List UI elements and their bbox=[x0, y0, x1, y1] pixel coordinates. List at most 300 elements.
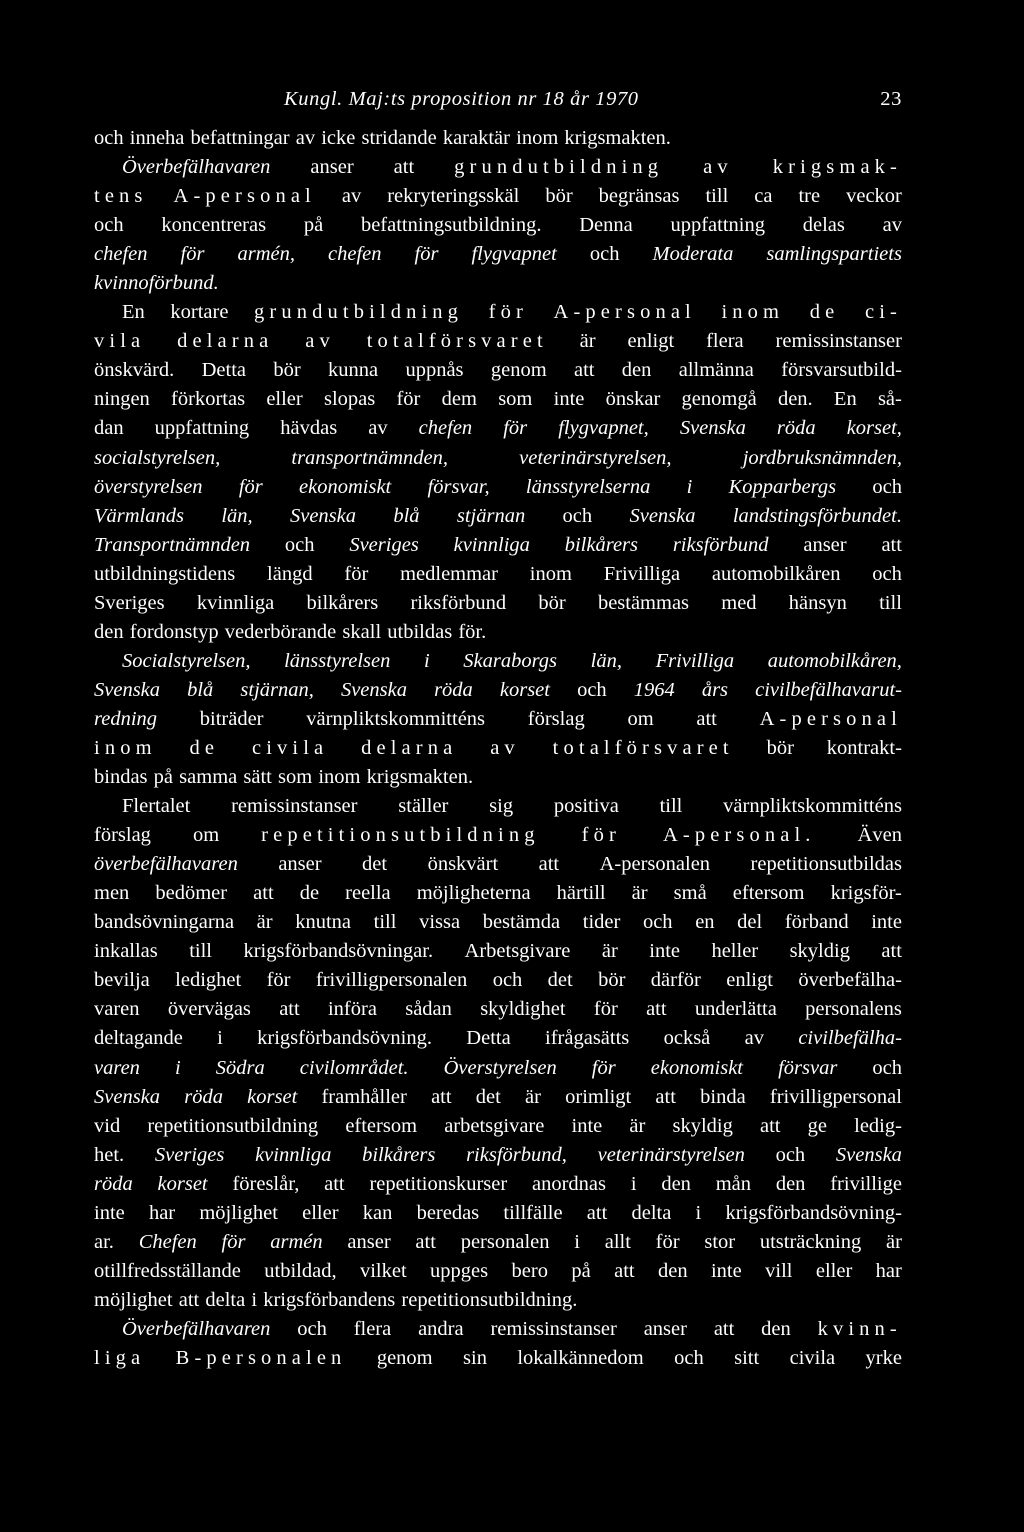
word: binda bbox=[700, 1085, 746, 1108]
word: uppnås bbox=[405, 359, 464, 382]
word: de bbox=[299, 882, 320, 905]
italic-word: 1964 bbox=[633, 678, 675, 701]
word: utbildas bbox=[387, 620, 453, 643]
word: förslag bbox=[94, 824, 151, 847]
spaced-word: delarna bbox=[361, 736, 458, 759]
word: den bbox=[775, 1172, 806, 1195]
word: uppfattning bbox=[670, 214, 765, 237]
word: till bbox=[659, 795, 683, 818]
word: fordonstyp bbox=[129, 620, 219, 643]
italic-word: flygvapnet, bbox=[558, 417, 649, 440]
word: knutna bbox=[295, 911, 352, 934]
word: för bbox=[396, 388, 421, 411]
italic-word: civilbefälhavarut- bbox=[755, 678, 902, 701]
word: framhåller bbox=[321, 1085, 407, 1108]
text-line bbox=[94, 298, 902, 327]
word: för. bbox=[458, 620, 487, 643]
word: kunna bbox=[328, 359, 379, 382]
word: att bbox=[614, 1259, 635, 1282]
word: medlemmar bbox=[400, 562, 498, 585]
italic-word: chefen bbox=[418, 417, 473, 440]
italic-word: Överbefälhavaren bbox=[122, 156, 271, 179]
word: begränsas bbox=[598, 185, 680, 208]
word: krigsförbandsövningar. bbox=[243, 940, 434, 963]
italic-word: för bbox=[591, 1056, 616, 1079]
italic-word: kvinnliga bbox=[255, 1143, 332, 1166]
word: i bbox=[217, 1027, 223, 1050]
word: anser bbox=[278, 853, 322, 876]
italic-word: röda bbox=[434, 678, 473, 701]
word: inte bbox=[710, 1259, 742, 1282]
word: anser bbox=[803, 533, 847, 556]
word: längd bbox=[267, 562, 313, 585]
word: och bbox=[589, 243, 620, 266]
word: önskar bbox=[605, 388, 661, 411]
spaced-word: grundutbildning bbox=[454, 156, 664, 179]
word: Sveriges bbox=[94, 591, 165, 614]
text-line bbox=[94, 1199, 902, 1228]
word: den bbox=[761, 1317, 791, 1340]
word: på bbox=[571, 1259, 591, 1282]
word: vederbörande bbox=[224, 620, 337, 643]
word: sitt bbox=[734, 1346, 760, 1369]
word: om bbox=[627, 707, 654, 730]
word: att bbox=[393, 156, 415, 179]
word: inte bbox=[94, 1201, 125, 1224]
word: Även bbox=[857, 824, 902, 847]
italic-word: län, bbox=[590, 649, 622, 672]
word: och bbox=[94, 214, 124, 237]
paragraph bbox=[94, 298, 902, 647]
italic-word: korset bbox=[157, 1172, 208, 1195]
word: att bbox=[253, 882, 274, 905]
word: En bbox=[833, 388, 857, 411]
word: att bbox=[713, 1317, 735, 1340]
word: otillfredsställande bbox=[94, 1259, 241, 1282]
word: A-personalen bbox=[599, 853, 711, 876]
word: att bbox=[881, 533, 902, 556]
spaced-word: tens bbox=[94, 185, 148, 208]
word: repetitionskurser bbox=[369, 1172, 508, 1195]
page-number: 23 bbox=[880, 88, 902, 110]
word: försvarsutbild- bbox=[781, 359, 902, 382]
word: anordnas bbox=[532, 1172, 607, 1195]
word: förband bbox=[784, 911, 849, 934]
word: av bbox=[341, 185, 362, 208]
word: Frivilliga bbox=[603, 562, 681, 585]
spaced-word: totalförsvaret bbox=[366, 330, 548, 353]
italic-word: Överbefälhavaren bbox=[122, 1317, 271, 1340]
text-line bbox=[94, 850, 902, 879]
word: men bbox=[94, 882, 130, 905]
word: ar. bbox=[94, 1230, 114, 1253]
spaced-word: civila bbox=[251, 736, 329, 759]
word: att bbox=[655, 1085, 676, 1108]
italic-word: civilområdet. bbox=[299, 1056, 409, 1079]
paragraph bbox=[94, 1315, 902, 1373]
word: det bbox=[475, 1085, 501, 1108]
word: repetitionsutbildning bbox=[147, 1114, 319, 1137]
text-line bbox=[94, 356, 902, 385]
word: frivilligpersonal bbox=[769, 1085, 902, 1108]
word: varen bbox=[94, 998, 140, 1021]
italic-word: överbefälhavaren bbox=[94, 853, 238, 876]
word: av bbox=[882, 214, 902, 237]
word: att bbox=[696, 707, 717, 730]
word: och bbox=[94, 127, 124, 149]
word: inte bbox=[649, 940, 680, 963]
italic-word: bilkårers bbox=[564, 533, 638, 556]
word: eller bbox=[815, 1259, 853, 1282]
word: övervägas bbox=[167, 998, 251, 1021]
word: bör bbox=[598, 969, 626, 992]
text-line bbox=[94, 1112, 902, 1141]
word: andra bbox=[418, 1317, 464, 1340]
italic-word: Svenska bbox=[289, 504, 356, 527]
text-line bbox=[94, 734, 902, 763]
word: underlätta bbox=[694, 998, 777, 1021]
word: möjligheterna bbox=[416, 882, 531, 905]
word: civila bbox=[789, 1346, 836, 1369]
text-line bbox=[94, 792, 902, 821]
italic-word: bilkårers bbox=[362, 1143, 436, 1166]
italic-word: kvinnoförbund. bbox=[94, 272, 219, 295]
word: skyldig bbox=[672, 1114, 733, 1137]
word: personalens bbox=[805, 998, 902, 1021]
text-line bbox=[94, 1257, 902, 1286]
word: vilket bbox=[359, 1259, 407, 1282]
text-line bbox=[94, 1286, 902, 1315]
word: bör bbox=[538, 591, 566, 614]
spaced-word: kvinn- bbox=[817, 1317, 902, 1340]
document-page bbox=[94, 88, 902, 1373]
spaced-word: de bbox=[189, 736, 220, 759]
word: biträder bbox=[199, 707, 264, 730]
spaced-word: repetitionsutbildning bbox=[261, 824, 540, 847]
italic-word: transportnämnden, bbox=[291, 446, 448, 469]
italic-word: veterinärstyrelsen bbox=[597, 1143, 745, 1166]
word: med bbox=[721, 591, 757, 614]
text-line bbox=[94, 327, 902, 356]
word: ca bbox=[754, 185, 773, 208]
word: värnpliktskommitténs bbox=[723, 795, 902, 818]
text-line bbox=[94, 560, 902, 589]
word: enligt bbox=[627, 330, 675, 353]
spaced-word: av bbox=[703, 156, 733, 179]
word: arbetsgivare bbox=[444, 1114, 545, 1137]
text-line bbox=[94, 705, 902, 734]
word: till bbox=[705, 185, 729, 208]
word: införa bbox=[327, 998, 377, 1021]
word: icke bbox=[321, 127, 356, 149]
italic-word: för bbox=[180, 243, 205, 266]
word: för bbox=[655, 1230, 680, 1253]
word: yrke bbox=[865, 1346, 902, 1369]
italic-word: chefen bbox=[94, 243, 148, 266]
word: kvinnliga bbox=[196, 591, 275, 614]
italic-word: Sveriges bbox=[349, 533, 419, 556]
italic-word: års bbox=[701, 678, 729, 701]
italic-word: Frivilliga bbox=[655, 649, 735, 672]
word: Detta bbox=[466, 1027, 511, 1050]
word: lokalkännedom bbox=[517, 1346, 644, 1369]
text-line bbox=[94, 385, 902, 414]
word: i bbox=[574, 1230, 580, 1253]
word: som bbox=[498, 388, 533, 411]
word: om bbox=[192, 824, 220, 847]
italic-word: armén bbox=[270, 1230, 323, 1253]
word: så- bbox=[877, 388, 902, 411]
italic-word: landstingsförbundet. bbox=[732, 504, 902, 527]
word: på bbox=[303, 214, 324, 237]
word: den bbox=[661, 1172, 691, 1195]
spaced-word: A-personal bbox=[173, 185, 316, 208]
word: genomgå bbox=[681, 388, 757, 411]
word: dem bbox=[441, 388, 477, 411]
word: bilkårers bbox=[306, 591, 379, 614]
text-line bbox=[94, 1344, 902, 1373]
text-line bbox=[94, 1170, 902, 1199]
word: i bbox=[251, 1288, 258, 1311]
italic-word: automobilkåren, bbox=[767, 649, 902, 672]
italic-word: överstyrelsen bbox=[94, 475, 203, 498]
word: att bbox=[759, 1114, 781, 1137]
word: stor bbox=[704, 1230, 736, 1253]
text-line bbox=[94, 182, 902, 211]
word: slopas bbox=[323, 388, 376, 411]
italic-word: stjärnan, bbox=[240, 678, 314, 701]
italic-word: armén, bbox=[237, 243, 295, 266]
italic-word: försvar, bbox=[427, 475, 490, 498]
word: ställer bbox=[398, 795, 449, 818]
italic-word: i bbox=[174, 1056, 181, 1079]
word: och bbox=[492, 969, 523, 992]
word: att bbox=[538, 853, 560, 876]
word: det bbox=[362, 853, 388, 876]
word: är bbox=[256, 911, 273, 934]
italic-word: Moderata bbox=[652, 243, 734, 266]
spaced-word: vila bbox=[94, 330, 146, 353]
word: bandsövningarna bbox=[94, 911, 235, 934]
word: genom bbox=[376, 1346, 433, 1369]
word: och bbox=[642, 911, 673, 934]
word: har bbox=[148, 1201, 176, 1224]
italic-word: blå bbox=[187, 678, 214, 701]
word: är bbox=[885, 1230, 902, 1253]
italic-word: kvinnliga bbox=[453, 533, 530, 556]
word: vill bbox=[765, 1259, 793, 1282]
text-line bbox=[94, 879, 902, 908]
italic-word: Värmlands bbox=[94, 504, 184, 527]
word: krigsför- bbox=[830, 882, 902, 905]
spaced-word: av bbox=[490, 736, 520, 759]
word: tider bbox=[582, 911, 621, 934]
word: önskvärt bbox=[427, 853, 499, 876]
word: bestämda bbox=[482, 911, 561, 934]
italic-word: jordbruksnämnden, bbox=[742, 446, 902, 469]
word: krigsmakten. bbox=[366, 766, 474, 789]
word: små bbox=[673, 882, 707, 905]
word: möjlighet bbox=[94, 1288, 173, 1311]
text-line bbox=[94, 124, 902, 153]
word: inte bbox=[553, 388, 585, 411]
italic-word: länsstyrelsen bbox=[284, 649, 391, 672]
text-line bbox=[94, 995, 902, 1024]
word: till bbox=[879, 591, 902, 614]
word: het. bbox=[94, 1143, 125, 1166]
word: sin bbox=[463, 1346, 487, 1369]
word: koncentreras bbox=[161, 214, 267, 237]
spaced-word: krigsmak- bbox=[772, 156, 902, 179]
word: det bbox=[547, 969, 573, 992]
text-line bbox=[94, 531, 902, 560]
text-line bbox=[94, 1024, 902, 1053]
word: flera bbox=[706, 330, 744, 353]
word: flera bbox=[353, 1317, 392, 1340]
italic-word: i bbox=[686, 475, 693, 498]
italic-word: Sveriges bbox=[154, 1143, 225, 1166]
word: delta bbox=[205, 1288, 246, 1311]
word: att bbox=[573, 359, 595, 382]
word: kontrakt- bbox=[826, 736, 902, 759]
word: frivillige bbox=[830, 1172, 902, 1195]
word: befattningar bbox=[190, 127, 290, 149]
word: eller bbox=[266, 388, 303, 411]
word: del bbox=[737, 911, 763, 934]
text-line bbox=[94, 1228, 902, 1257]
word: skyldig bbox=[789, 940, 850, 963]
word: genom bbox=[490, 359, 547, 382]
word: ledig- bbox=[854, 1114, 902, 1137]
word: krigsförbandsövning- bbox=[725, 1201, 902, 1224]
word: bero bbox=[511, 1259, 548, 1282]
word: uppfattning bbox=[154, 417, 250, 440]
spaced-word: totalförsvaret bbox=[552, 736, 734, 759]
word: och bbox=[284, 533, 315, 556]
word: personalen bbox=[460, 1230, 550, 1253]
header-title: Kungl. Maj:ts proposition nr 18 år 1970 bbox=[284, 88, 639, 110]
italic-word: för bbox=[221, 1230, 246, 1253]
italic-word: Svenska bbox=[94, 1085, 161, 1108]
spaced-word: B-personalen bbox=[175, 1346, 347, 1369]
word: bör bbox=[545, 185, 573, 208]
word: vid bbox=[94, 1114, 121, 1137]
word: inneha bbox=[129, 127, 185, 149]
word: rekryteringsskäl bbox=[387, 185, 520, 208]
word: bör bbox=[273, 359, 301, 382]
word: och bbox=[562, 504, 593, 527]
word: ningen bbox=[94, 388, 150, 411]
word: till bbox=[373, 911, 397, 934]
word: orimligt bbox=[565, 1085, 632, 1108]
word: sådan bbox=[405, 998, 452, 1021]
word: att bbox=[415, 1230, 436, 1253]
italic-word: Chefen bbox=[138, 1230, 197, 1253]
spaced-word: inom bbox=[94, 736, 157, 759]
word: att bbox=[646, 998, 667, 1021]
text-line bbox=[94, 676, 902, 705]
word: reella bbox=[345, 882, 391, 905]
word: En bbox=[122, 301, 145, 324]
text-line bbox=[94, 444, 902, 473]
word: är bbox=[629, 1114, 646, 1137]
word: sig bbox=[489, 795, 514, 818]
text-line bbox=[94, 269, 902, 298]
word: bör bbox=[766, 736, 794, 759]
word: riksförbund bbox=[410, 591, 507, 614]
word: karaktär bbox=[442, 127, 510, 149]
text-line bbox=[94, 821, 902, 850]
italic-word: Svenska bbox=[340, 678, 407, 701]
italic-word: länsstyrelserna bbox=[525, 475, 651, 498]
italic-word: röda bbox=[94, 1172, 133, 1195]
word: Denna bbox=[579, 214, 633, 237]
word: krigsförbandens bbox=[263, 1288, 396, 1311]
italic-word: Svenska bbox=[94, 678, 161, 701]
text-line bbox=[94, 647, 902, 676]
word: möjlighet bbox=[199, 1201, 278, 1224]
word: anser bbox=[643, 1317, 687, 1340]
text-line bbox=[94, 589, 902, 618]
word: i bbox=[695, 1201, 702, 1224]
word: tre bbox=[798, 185, 821, 208]
word: tillfälle bbox=[503, 1201, 563, 1224]
word: inte bbox=[571, 1114, 603, 1137]
word: delta bbox=[631, 1201, 672, 1224]
word: sätt bbox=[243, 766, 272, 789]
word: bestämmas bbox=[597, 591, 690, 614]
word: av bbox=[368, 417, 388, 440]
word: eftersom bbox=[732, 882, 805, 905]
text-line bbox=[94, 1315, 902, 1344]
italic-word: Svenska bbox=[629, 504, 696, 527]
italic-word: veterinärstyrelsen, bbox=[519, 446, 672, 469]
italic-word: röda bbox=[184, 1085, 223, 1108]
word: inom bbox=[318, 766, 361, 789]
italic-word: stjärnan bbox=[456, 504, 526, 527]
spaced-word: delarna bbox=[177, 330, 274, 353]
italic-word: civilbefälha- bbox=[798, 1027, 902, 1050]
word: inkallas bbox=[94, 940, 158, 963]
italic-word: för bbox=[503, 417, 528, 440]
italic-word: samlingspartiets bbox=[766, 243, 902, 266]
italic-word: ekonomiskt bbox=[299, 475, 392, 498]
word: ledighet bbox=[175, 969, 242, 992]
word: inte bbox=[871, 911, 902, 934]
word: uppges bbox=[430, 1259, 489, 1282]
paragraph bbox=[94, 153, 902, 298]
italic-word: ekonomiskt bbox=[650, 1056, 743, 1079]
italic-word: chefen bbox=[328, 243, 382, 266]
spaced-word: för bbox=[488, 301, 528, 324]
paragraph bbox=[94, 792, 902, 1315]
italic-word: Socialstyrelsen, bbox=[122, 649, 251, 672]
word: utbildningstidens bbox=[94, 562, 236, 585]
body-text bbox=[94, 124, 902, 1373]
italic-word: varen bbox=[94, 1056, 140, 1079]
italic-word: socialstyrelsen, bbox=[94, 446, 221, 469]
text-line bbox=[94, 473, 902, 502]
italic-word: korset bbox=[499, 678, 550, 701]
word: för bbox=[266, 969, 291, 992]
word: inom bbox=[529, 562, 572, 585]
word: har bbox=[875, 1259, 902, 1282]
italic-word: riksförbund, bbox=[466, 1143, 567, 1166]
word: automobilkåren bbox=[711, 562, 841, 585]
text-line bbox=[94, 414, 902, 443]
word: samma bbox=[179, 766, 238, 789]
paragraph bbox=[94, 647, 902, 792]
